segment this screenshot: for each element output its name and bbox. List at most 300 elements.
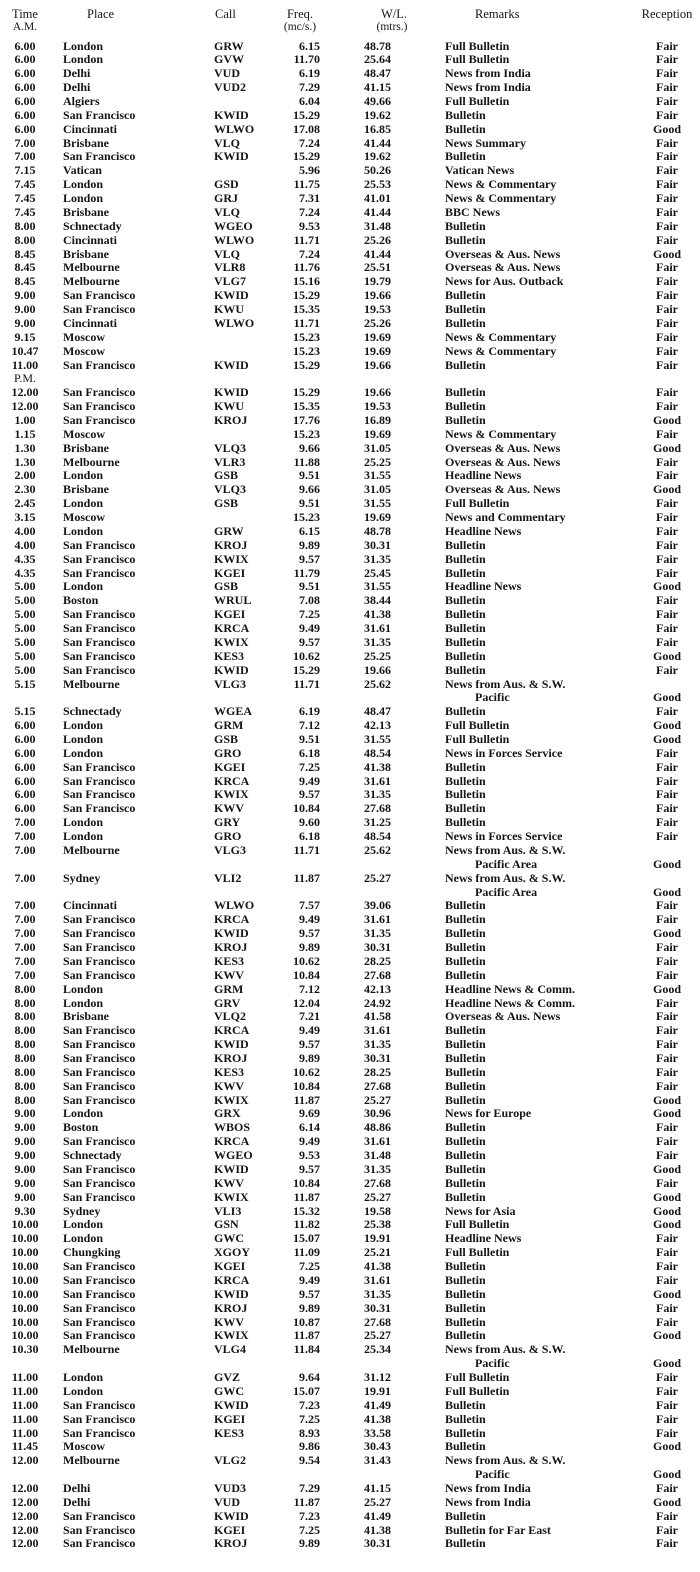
- cell-time: 9.30: [14, 1203, 36, 1218]
- cell-freq: 8.93: [299, 1425, 320, 1440]
- cell-reception: Fair: [656, 1480, 678, 1495]
- cell-place: Melbourne: [63, 260, 120, 275]
- cell-place: London: [63, 191, 104, 206]
- cell-wavelength: 31.35: [364, 634, 391, 649]
- table-row: [0, 913, 700, 927]
- cell-place: San Francisco: [63, 1051, 136, 1065]
- cell-freq: 15.29: [293, 149, 320, 164]
- cell-freq: 9.89: [299, 1051, 320, 1065]
- table-row: [0, 955, 700, 969]
- cell-wavelength: 42.13: [364, 718, 391, 733]
- table-row: [0, 1288, 700, 1302]
- cell-place: San Francisco: [63, 607, 136, 622]
- cell-wavelength: 50.26: [364, 163, 391, 178]
- cell-place: San Francisco: [63, 1425, 136, 1440]
- cell-call: KRCA: [214, 773, 250, 788]
- cell-wavelength: 30.31: [364, 1300, 391, 1315]
- cell-call: KGEI: [214, 1259, 246, 1274]
- cell-wavelength: 27.68: [364, 1314, 391, 1329]
- cell-reception: Good: [652, 884, 681, 899]
- cell-freq: 11.09: [293, 1245, 320, 1260]
- cell-place: Delhi: [63, 66, 91, 81]
- cell-place: London: [63, 1370, 104, 1385]
- cell-time: 8.00: [14, 1078, 36, 1093]
- cell-time: 5.00: [14, 662, 36, 677]
- cell-freq: 15.29: [293, 357, 320, 372]
- cell-remarks: Bulletin: [445, 1037, 486, 1052]
- cell-reception: Fair: [656, 662, 678, 677]
- table-row: [0, 331, 700, 345]
- table-row: [0, 816, 700, 830]
- cell-call: VLR8: [214, 260, 246, 275]
- cell-call: GRO: [214, 745, 242, 760]
- cell-freq: 11.82: [293, 1217, 320, 1232]
- cell-time: 11.00: [11, 1397, 39, 1412]
- cell-time: 6.00: [14, 732, 36, 746]
- cell-wavelength: 19.69: [364, 329, 391, 344]
- cell-wavelength: 31.55: [364, 732, 391, 746]
- cell-reception: Good: [652, 1189, 681, 1204]
- cell-remarks: Bulletin: [445, 1259, 486, 1274]
- cell-place: London: [63, 496, 104, 511]
- cell-time: 5.00: [14, 607, 36, 622]
- cell-freq: 7.29: [299, 80, 320, 95]
- cell-freq: 15.07: [293, 1383, 320, 1398]
- cell-reception: Good: [652, 1286, 681, 1301]
- cell-reception: Good: [652, 246, 681, 261]
- cell-reception: Fair: [656, 1231, 678, 1246]
- cell-call: KES3: [214, 953, 245, 968]
- cell-time: 12.00: [11, 1508, 39, 1523]
- cell-freq: 9.51: [299, 468, 320, 483]
- cell-freq: 9.89: [299, 1300, 320, 1315]
- cell-call: KWID: [214, 926, 249, 941]
- cell-reception: Fair: [656, 510, 678, 525]
- cell-reception: Good: [652, 1439, 681, 1454]
- table-row: [0, 1135, 700, 1149]
- cell-reception: Fair: [656, 357, 678, 372]
- cell-freq: 11.71: [293, 232, 320, 247]
- cell-remarks: News & Commentary: [445, 191, 557, 206]
- cell-time: 8.00: [14, 1023, 36, 1038]
- cell-remarks: Bulletin: [445, 773, 486, 788]
- cell-freq: 9.53: [299, 1148, 320, 1163]
- cell-reception: Good: [652, 648, 681, 663]
- cell-place: Moscow: [63, 343, 105, 358]
- cell-wavelength: 25.45: [364, 565, 391, 580]
- cell-time: 8.00: [14, 218, 36, 233]
- cell-call: WLWO: [214, 898, 255, 913]
- cell-freq: 10.62: [293, 953, 320, 968]
- table-row: [0, 539, 700, 553]
- cell-call: VUD2: [214, 80, 246, 95]
- cell-remarks: Full Bulletin: [445, 1370, 510, 1385]
- table-row: [0, 1440, 700, 1454]
- cell-reception: Fair: [656, 468, 678, 483]
- cell-call: KWIX: [214, 1328, 249, 1343]
- cell-time: 12.00: [11, 1536, 39, 1551]
- cell-reception: Fair: [656, 1078, 678, 1093]
- cell-place: San Francisco: [63, 1522, 136, 1537]
- cell-place: San Francisco: [63, 399, 136, 414]
- cell-reception: Fair: [656, 1120, 678, 1135]
- cell-time: 10.00: [11, 1286, 39, 1301]
- cell-place: San Francisco: [63, 412, 136, 427]
- cell-freq: 9.89: [299, 940, 320, 955]
- cell-reception: Fair: [656, 1259, 678, 1274]
- cell-remarks: Bulletin: [445, 898, 486, 913]
- cell-freq: 11.71: [293, 315, 320, 330]
- cell-place: Cincinnati: [63, 898, 118, 913]
- cell-freq: 11.71: [293, 842, 320, 857]
- cell-time: 6.00: [14, 759, 36, 774]
- cell-remarks: Overseas & Aus. News: [445, 1009, 561, 1024]
- cell-remarks: Bulletin: [445, 412, 486, 427]
- cell-call: KROJ: [214, 1300, 248, 1315]
- cell-place: San Francisco: [63, 912, 136, 927]
- cell-reception: Fair: [656, 1175, 678, 1190]
- cell-time: 9.00: [14, 1120, 36, 1135]
- cell-remarks: Bulletin: [445, 1064, 486, 1079]
- cell-reception: Fair: [656, 149, 678, 164]
- cell-time: 11.00: [11, 1383, 39, 1398]
- cell-wavelength: 27.68: [364, 1078, 391, 1093]
- cell-reception: Fair: [656, 496, 678, 511]
- cell-wavelength: 31.05: [364, 440, 391, 455]
- table-row: [0, 400, 700, 414]
- cell-call: KES3: [214, 1425, 245, 1440]
- table-row: [0, 497, 700, 511]
- cell-call: GRX: [214, 1106, 241, 1121]
- cell-place: San Francisco: [63, 1037, 136, 1052]
- cell-time: 6.00: [14, 52, 36, 67]
- cell-place: London: [63, 468, 104, 483]
- cell-freq: 7.23: [299, 1508, 320, 1523]
- cell-wavelength: 31.35: [364, 787, 391, 802]
- table-row: [0, 553, 700, 567]
- cell-remarks: Bulletin: [445, 648, 486, 663]
- cell-time: 12.00: [11, 1480, 39, 1495]
- cell-time: 10.00: [11, 1314, 39, 1329]
- cell-wavelength: 38.44: [364, 593, 391, 608]
- cell-freq: 9.57: [299, 551, 320, 566]
- table-row: [0, 192, 700, 206]
- cell-remarks: Bulletin: [445, 1286, 486, 1301]
- cell-call: GRY: [214, 815, 241, 830]
- cell-remarks: Bulletin: [445, 967, 486, 982]
- cell-place: London: [63, 38, 104, 53]
- cell-remarks: Overseas & Aus. News: [445, 454, 561, 469]
- cell-wavelength: 31.61: [364, 1272, 391, 1287]
- cell-reception: Fair: [656, 454, 678, 469]
- cell-freq: 6.04: [299, 93, 320, 108]
- cell-place: London: [63, 995, 104, 1010]
- table-row: [0, 525, 700, 539]
- cell-remarks: Bulletin: [445, 1328, 486, 1343]
- cell-reception: Fair: [656, 634, 678, 649]
- cell-place: San Francisco: [63, 1300, 136, 1315]
- cell-freq: 9.64: [299, 1370, 320, 1385]
- cell-freq: 11.79: [293, 565, 320, 580]
- cell-time: 7.00: [14, 912, 36, 927]
- cell-time: 8.00: [14, 1037, 36, 1052]
- header-am-label: A.M.: [12, 21, 38, 33]
- cell-place: San Francisco: [63, 107, 136, 122]
- cell-remarks: Bulletin: [445, 940, 486, 955]
- table-row: [0, 608, 700, 622]
- cell-call: WGEO: [214, 1148, 253, 1163]
- cell-remarks: Bulletin: [445, 1161, 486, 1176]
- table-row: [0, 511, 700, 525]
- cell-wavelength: 31.61: [364, 621, 391, 636]
- cell-call: KWV: [214, 801, 244, 816]
- cell-call: GRV: [214, 995, 241, 1010]
- table-row: [0, 1080, 700, 1094]
- cell-time: 2.30: [14, 482, 36, 497]
- cell-reception: Fair: [656, 1411, 678, 1426]
- cell-call: KWU: [214, 302, 244, 317]
- cell-wavelength: 31.61: [364, 773, 391, 788]
- cell-freq: 9.57: [299, 634, 320, 649]
- cell-place: Schnectady: [63, 704, 122, 719]
- cell-reception: Fair: [656, 1148, 678, 1163]
- cell-remarks: Full Bulletin: [445, 732, 510, 746]
- cell-wavelength: 19.69: [364, 426, 391, 441]
- cell-call: GSN: [214, 1217, 239, 1232]
- cell-remarks: News from India: [445, 1494, 531, 1509]
- cell-remarks: Full Bulletin: [445, 496, 510, 511]
- cell-wavelength: 25.25: [364, 454, 391, 469]
- cell-remarks: News from Aus. & S.W.: [445, 870, 566, 885]
- table-row: [0, 275, 700, 289]
- cell-remarks: News for Europe: [445, 1106, 532, 1121]
- cell-time: 7.00: [14, 926, 36, 941]
- cell-call: KWIX: [214, 787, 249, 802]
- cell-freq: 6.18: [299, 829, 320, 844]
- cell-remarks: Bulletin: [445, 662, 486, 677]
- cell-wavelength: 31.48: [364, 218, 391, 233]
- header-time: Time: [12, 7, 38, 21]
- cell-place: Delhi: [63, 1494, 91, 1509]
- header-wl: W/L.: [380, 7, 408, 21]
- cell-call: KWID: [214, 1161, 249, 1176]
- cell-freq: 15.29: [293, 385, 320, 400]
- cell-freq: 15.29: [293, 662, 320, 677]
- cell-wavelength: 25.25: [364, 648, 391, 663]
- cell-freq: 11.88: [293, 454, 320, 469]
- cell-freq: 6.15: [299, 523, 320, 538]
- cell-place: San Francisco: [63, 1397, 136, 1412]
- cell-time: 12.00: [11, 399, 39, 414]
- cell-wavelength: 25.34: [364, 1342, 391, 1357]
- cell-place: Cincinnati: [63, 121, 118, 136]
- cell-remarks: Bulletin: [445, 149, 486, 164]
- cell-place: Brisbane: [63, 482, 110, 497]
- table-row: [0, 469, 700, 483]
- cell-reception: Fair: [656, 787, 678, 802]
- cell-time: 7.00: [14, 135, 36, 150]
- cell-place: San Francisco: [63, 787, 136, 802]
- cell-call: VUD: [214, 1494, 240, 1509]
- cell-freq: 15.16: [293, 274, 320, 289]
- cell-remarks: News from India: [445, 1480, 531, 1495]
- table-row: [0, 1121, 700, 1135]
- cell-wavelength: 41.38: [364, 1411, 391, 1426]
- cell-freq: 9.57: [299, 787, 320, 802]
- cell-place: Brisbane: [63, 204, 110, 219]
- cell-remarks: Overseas & Aus. News: [445, 260, 561, 275]
- cell-place: San Francisco: [63, 634, 136, 649]
- cell-call: GVZ: [214, 1370, 241, 1385]
- cell-time: 11.00: [11, 1411, 39, 1426]
- cell-freq: 15.35: [293, 302, 320, 317]
- cell-freq: 7.23: [299, 1397, 320, 1412]
- cell-wavelength: 28.25: [364, 1064, 391, 1079]
- cell-time: 8.00: [14, 1092, 36, 1107]
- cell-time: 9.00: [14, 315, 36, 330]
- cell-time: 7.00: [14, 829, 36, 844]
- cell-call: VLI2: [214, 870, 242, 885]
- cell-reception: Fair: [656, 801, 678, 816]
- cell-call: KGEI: [214, 1522, 246, 1537]
- cell-wavelength: 30.31: [364, 940, 391, 955]
- cell-remarks: Bulletin: [445, 634, 486, 649]
- cell-call: KWID: [214, 149, 249, 164]
- cell-reception: Fair: [656, 260, 678, 275]
- table-row: [0, 1232, 700, 1246]
- cell-place: San Francisco: [63, 551, 136, 566]
- cell-wavelength: 31.55: [364, 496, 391, 511]
- cell-place: Brisbane: [63, 1009, 110, 1024]
- cell-wavelength: 30.31: [364, 1536, 391, 1551]
- table-row: [0, 317, 700, 331]
- cell-remarks: Bulletin: [445, 107, 486, 122]
- cell-remarks: News from Aus. & S.W.: [445, 676, 566, 691]
- cell-freq: 11.87: [293, 1092, 320, 1107]
- table-row: [0, 1510, 700, 1524]
- cell-time: 6.00: [14, 787, 36, 802]
- cell-reception: Fair: [656, 1037, 678, 1052]
- cell-freq: 9.69: [299, 1106, 320, 1121]
- cell-remarks: BBC News: [445, 204, 501, 219]
- cell-freq: 9.49: [299, 912, 320, 927]
- cell-remarks: News in Forces Service: [445, 745, 563, 760]
- table-row-continuation: [0, 858, 700, 872]
- table-row: [0, 580, 700, 594]
- cell-place: San Francisco: [63, 1411, 136, 1426]
- cell-place: London: [63, 1231, 104, 1246]
- cell-wavelength: 25.26: [364, 232, 391, 247]
- cell-wavelength: 19.66: [364, 662, 391, 677]
- cell-place: San Francisco: [63, 926, 136, 941]
- cell-wavelength: 31.61: [364, 1134, 391, 1149]
- cell-call: VLG4: [214, 1342, 247, 1357]
- cell-wavelength: 41.01: [364, 191, 391, 206]
- cell-remarks: Bulletin: [445, 1300, 486, 1315]
- table-row: [0, 830, 700, 844]
- cell-remarks: Overseas & Aus. News: [445, 482, 561, 497]
- cell-freq: 9.49: [299, 1134, 320, 1149]
- cell-place: London: [63, 1217, 104, 1232]
- cell-time: 12.00: [11, 1494, 39, 1509]
- cell-freq: 9.89: [299, 537, 320, 552]
- cell-time: 9.00: [14, 1148, 36, 1163]
- cell-freq: 9.51: [299, 732, 320, 746]
- cell-reception: Fair: [656, 163, 678, 178]
- cell-time: 10.00: [11, 1272, 39, 1287]
- cell-freq: 6.19: [299, 66, 320, 81]
- cell-place: London: [63, 177, 104, 192]
- cell-reception: Fair: [656, 953, 678, 968]
- cell-time: 3.15: [14, 510, 36, 525]
- cell-wavelength: 25.26: [364, 315, 391, 330]
- table-row: [0, 1177, 700, 1191]
- table-row: [0, 567, 700, 581]
- cell-reception: Fair: [656, 204, 678, 219]
- cell-reception: Good: [652, 121, 681, 136]
- cell-call: XGOY: [214, 1245, 250, 1260]
- cell-remarks: Bulletin: [445, 607, 486, 622]
- cell-reception: Good: [652, 440, 681, 455]
- table-row: [0, 81, 700, 95]
- cell-wavelength: 42.13: [364, 981, 391, 996]
- cell-time: 10.47: [11, 343, 39, 358]
- cell-reception: Good: [652, 1356, 681, 1371]
- table-row: [0, 969, 700, 983]
- cell-call: KGEI: [214, 759, 246, 774]
- cell-place: Schnectady: [63, 1148, 122, 1163]
- cell-remarks: Bulletin: [445, 315, 486, 330]
- cell-place: San Francisco: [63, 621, 136, 636]
- cell-call: KWIX: [214, 1092, 249, 1107]
- cell-freq: 7.25: [299, 759, 320, 774]
- cell-place: San Francisco: [63, 1189, 136, 1204]
- cell-time: 10.00: [11, 1231, 39, 1246]
- cell-place: San Francisco: [63, 385, 136, 400]
- cell-time: 4.00: [14, 537, 36, 552]
- cell-reception: Fair: [656, 385, 678, 400]
- cell-remarks: Overseas & Aus. News: [445, 246, 561, 261]
- cell-call: KWIX: [214, 634, 249, 649]
- cell-call: VUD: [214, 66, 240, 81]
- cell-reception: Good: [652, 1217, 681, 1232]
- cell-place: San Francisco: [63, 967, 136, 982]
- cell-call: KRCA: [214, 1134, 250, 1149]
- cell-time: 10.00: [11, 1259, 39, 1274]
- cell-freq: 17.08: [293, 121, 320, 136]
- cell-remarks: Bulletin: [445, 385, 486, 400]
- cell-wavelength: 25.51: [364, 260, 391, 275]
- cell-remarks: News from Aus. & S.W.: [445, 842, 566, 857]
- table-row: [0, 150, 700, 164]
- cell-time: 7.00: [14, 898, 36, 913]
- cell-place: Cincinnati: [63, 232, 118, 247]
- cell-place: Moscow: [63, 426, 105, 441]
- cell-reception: Fair: [656, 995, 678, 1010]
- cell-remarks: Bulletin: [445, 1148, 486, 1163]
- cell-time: 5.15: [14, 704, 36, 719]
- table-row: [0, 1274, 700, 1288]
- cell-wavelength: 25.27: [364, 870, 391, 885]
- cell-remarks: Bulletin: [445, 1272, 486, 1287]
- cell-call: VUD3: [214, 1480, 246, 1495]
- cell-place: London: [63, 1383, 104, 1398]
- table-row: [0, 303, 700, 317]
- cell-time: 5.00: [14, 579, 36, 594]
- cell-remarks: Bulletin: [445, 787, 486, 802]
- cell-remarks: Full Bulletin: [445, 52, 510, 67]
- cell-remarks: Bulletin for Far East: [445, 1522, 551, 1537]
